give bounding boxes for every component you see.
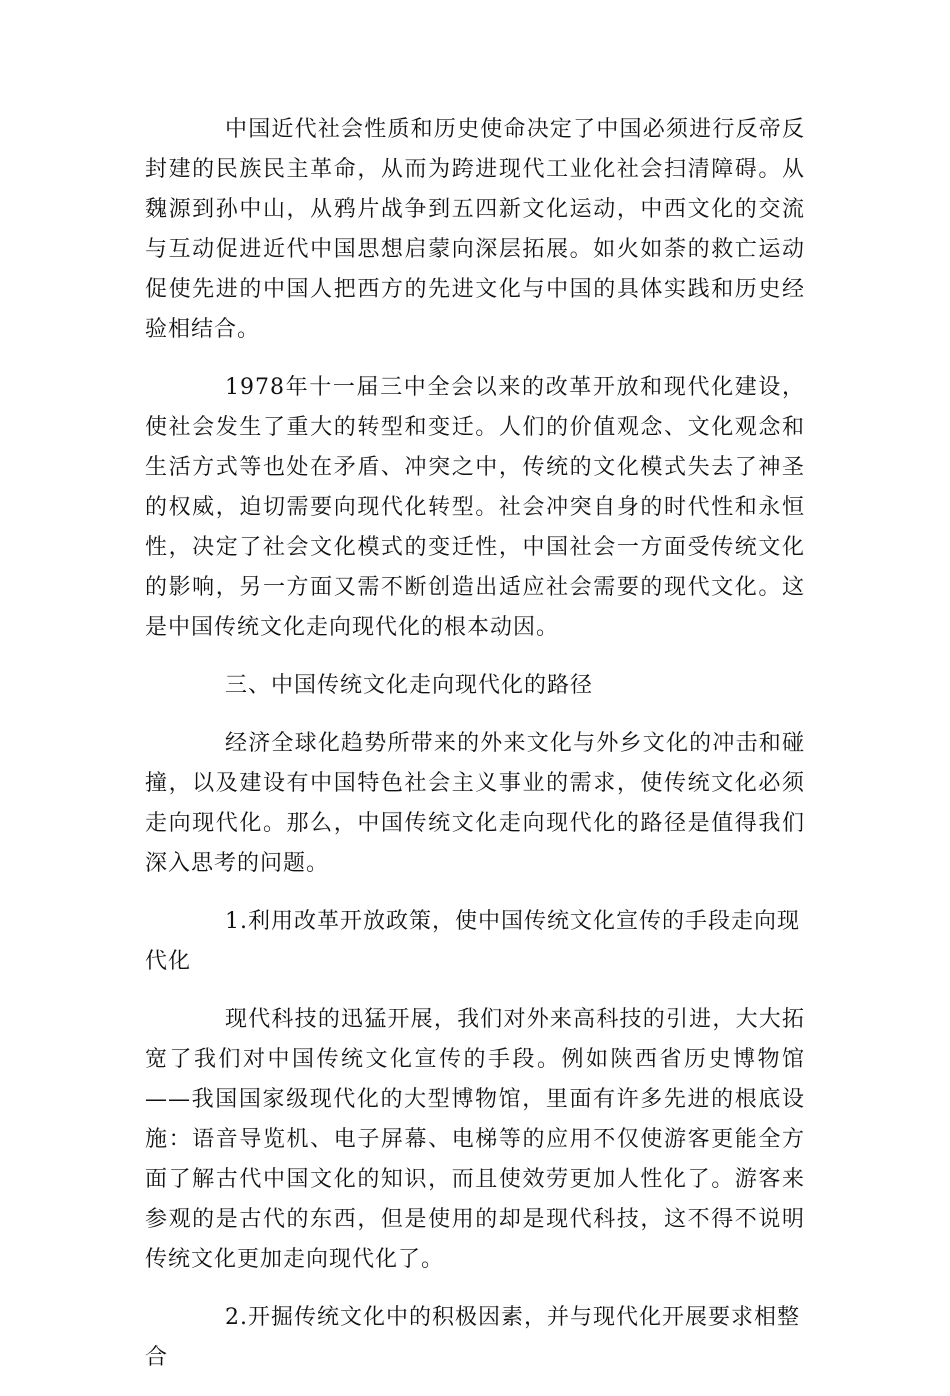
section-heading-three: 三、中国传统文化走向现代化的路径 [225, 673, 594, 698]
paragraph-technology-museum: 现代科技的迅猛开展，我们对外来高科技的引进，大大拓宽了我们对中国传统文化宣传的手段。例如陕西省历史博物馆——我国国家级现代化的大型博物馆，里面有许多先进的根底设施：语音导览机、电子屏幕、电梯等的应用不仅使游客更能全方面了解古代中国文化的知识，而且使效劳更加人性化了。游客来参观的是古代的东西，但是使用的却是现代科技，这不得不说明传统文化更加走向现代化了。 [145, 1007, 805, 1272]
paragraph-modern-history: 中国近代社会性质和历史使命决定了中国必须进行反帝反封建的民族民主革命，从而为跨进现代工业化社会扫清障碍。从魏源到孙中山，从鸦片战争到五四新文化运动，中西文化的交流与互动促进近代中国思想启蒙向深层拓展。如火如荼的救亡运动促使先进的中国人把西方的先进文化与中国的具体实践和历史经验相结合。 [145, 117, 805, 342]
paragraph-globalization: 经济全球化趋势所带来的外来文化与外乡文化的冲击和碰撞，以及建设有中国特色社会主义事业的需求，使传统文化必须走向现代化。那么，中国传统文化走向现代化的路径是值得我们深入思考的问题。 [145, 731, 805, 876]
document-body [145, 110, 805, 1396]
paragraph-reform-opening: 1978年十一届三中全会以来的改革开放和现代化建设，使社会发生了重大的转型和变迁。人们的价值观念、文化观念和生活方式等也处在矛盾、冲突之中，传统的文化模式失去了神圣的权威，迫切需要向现代化转型。社会冲突自身的时代性和永恒性，决定了社会文化模式的变迁性，中国社会一方面受传统文化的影响，另一方面又需不断创造出适应社会需要的现代文化。这是中国传统文化走向现代化的根本动因。 [145, 375, 805, 640]
subheading-two: 2.开掘传统文化中的积极因素，并与现代化开展要求相整合 [145, 1305, 800, 1370]
subheading-one: 1.利用改革开放政策，使中国传统文化宣传的手段走向现代化 [145, 909, 800, 974]
